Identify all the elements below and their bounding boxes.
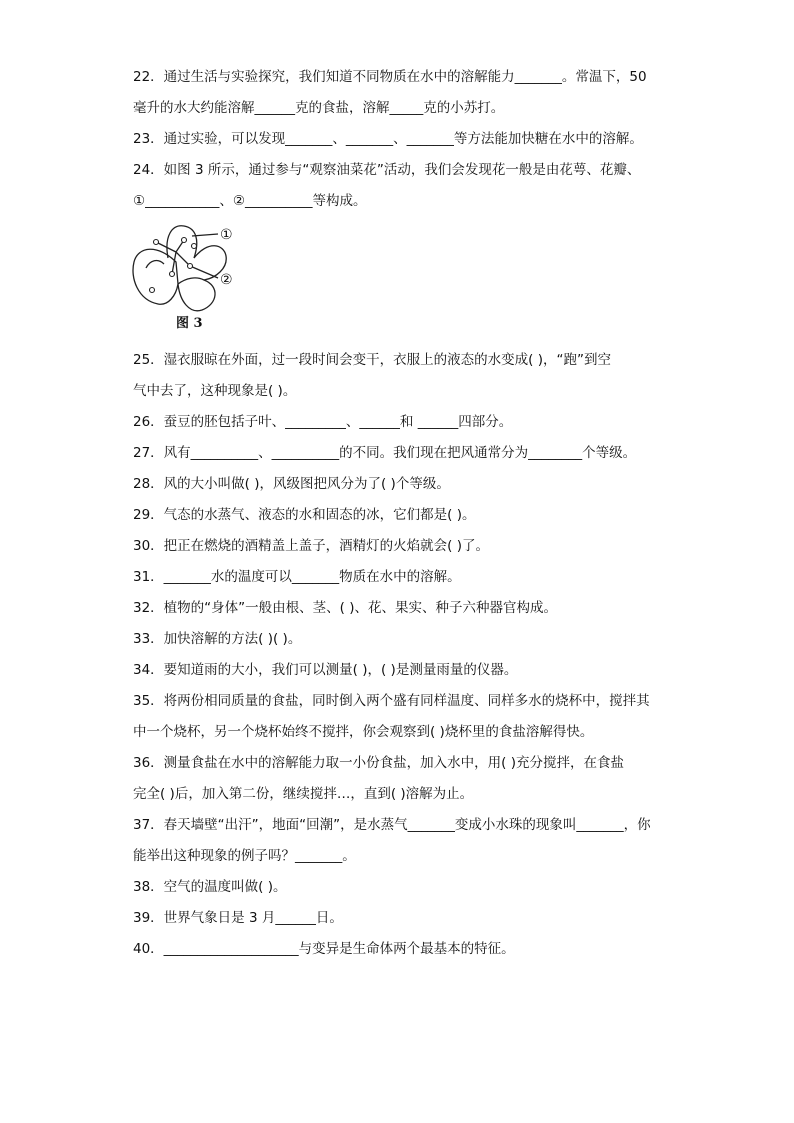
question-25-line-2: 气中去了，这种现象是( )。 [133, 383, 297, 399]
question-36-line-2: 完全( )后，加入第二份，继续搅拌…，直到( )溶解为止。 [133, 786, 474, 802]
question-24-line-2: ①___________、②__________等构成。 [133, 193, 367, 209]
question-27: 27．风有__________、__________的不同。我们现在把风通常分为________个等级。 [133, 445, 637, 461]
leader-line-2 [190, 266, 218, 278]
question-35-line-2: 中一个烧杯，另一个烧杯始终不搅拌，你会观察到( )烧杯里的食盐溶解得快。 [133, 724, 594, 740]
question-26: 26．蚕豆的胚包括子叶、_________、______和 ______四部分。 [133, 414, 513, 430]
question-22-line-2: 毫升的水大约能溶解______克的食盐，溶解_____克的小苏打。 [133, 100, 505, 116]
label-2: ② [220, 272, 233, 288]
question-24-line-1: 24．如图 3 所示，通过参与“观察油菜花”活动，我们会发现花一般是由花萼、花瓣、 [133, 162, 641, 178]
question-30: 30．把正在燃烧的酒精盖上盖子，酒精灯的火焰就会( )了。 [133, 538, 490, 554]
question-40: 40．____________________与变异是生命体两个最基本的特征。 [133, 941, 515, 957]
question-33: 33．加快溶解的方法( )( )。 [133, 631, 302, 647]
petal-bottom [178, 278, 215, 311]
figure-caption: 图 3 [176, 316, 203, 331]
question-28: 28．风的大小叫做( )，风级图把风分为了( )个等级。 [133, 476, 450, 492]
question-36-line-1: 36．测量食盐在水中的溶解能力取一小份食盐，加入水中，用( )充分搅拌，在食盐 [133, 755, 625, 771]
sepal-inner [146, 261, 164, 268]
question-35-line-1: 35．将两份相同质量的食盐，同时倒入两个盛有同样温度、同样多水的烧杯中，搅拌其 [133, 693, 650, 709]
stamen-lines [156, 240, 190, 274]
question-37-line-2: 能举出这种现象的例子吗？_______。 [133, 848, 356, 864]
question-25-line-1: 25．湿衣服晾在外面，过一段时间会变干，衣服上的液态的水变成( )，“跑”到空 [133, 352, 611, 368]
question-32: 32．植物的“身体”一般由根、茎、( )、花、果实、种子六种器官构成。 [133, 600, 557, 616]
label-1: ① [220, 227, 233, 243]
question-29: 29．气态的水蒸气、液态的水和固态的冰，它们都是( )。 [133, 507, 476, 523]
question-39: 39．世界气象日是 3 月______日。 [133, 910, 343, 926]
question-22-line-1: 22．通过生活与实验探究，我们知道不同物质在水中的溶解能力_______。常温下，50 [133, 69, 647, 85]
question-34: 34．要知道雨的大小，我们可以测量( )，( )是测量雨量的仪器。 [133, 662, 518, 678]
question-37-line-1: 37．春天墙壁“出汗”，地面“回潮”，是水蒸气_______变成小水珠的现象叫_______，你 [133, 817, 651, 833]
question-31: 31．_______水的温度可以_______物质在水中的溶解。 [133, 569, 461, 585]
question-38: 38．空气的温度叫做( )。 [133, 879, 287, 895]
question-23: 23．通过实验，可以发现_______、_______、_______等方法能加快糖在水中的溶解。 [133, 131, 643, 147]
